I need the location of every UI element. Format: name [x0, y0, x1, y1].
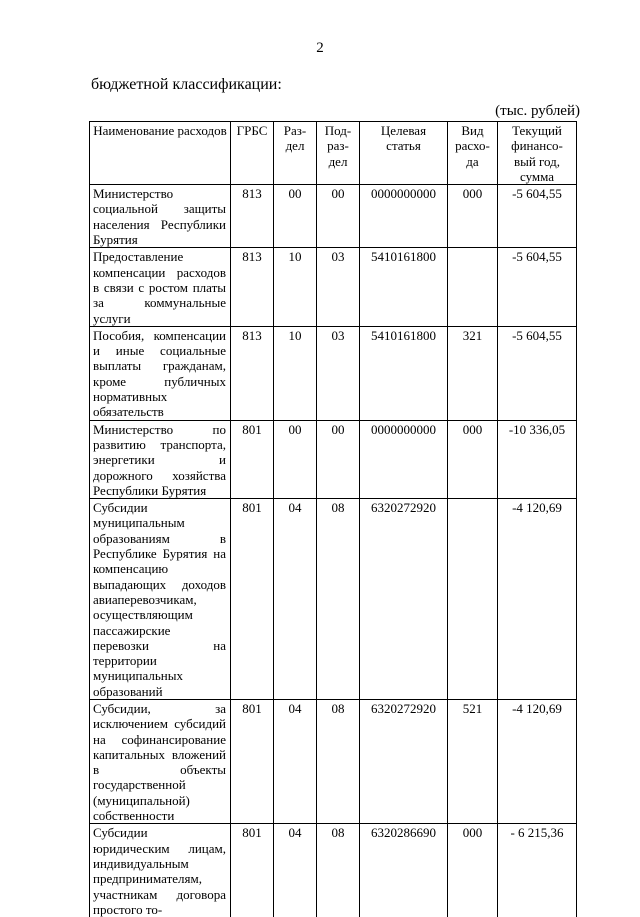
cell-grbs: 813 [231, 185, 274, 248]
cell-subsection: 08 [317, 499, 360, 700]
cell-type: 000 [448, 185, 498, 248]
header-grbs: ГРБС [231, 122, 274, 185]
cell-section: 04 [274, 824, 317, 917]
cell-section: 00 [274, 420, 317, 498]
table-row [90, 248, 577, 326]
cell-amount: - 6 215,36 [498, 824, 577, 917]
cell-name: Министерство по развитию транспорта, энергетики и дорожного хозяйства Республики Бурятия [90, 420, 231, 498]
cell-subsection: 03 [317, 326, 360, 420]
cell-type: 321 [448, 326, 498, 420]
table-row [90, 185, 577, 248]
table-row [90, 499, 577, 700]
cell-name: Министерство социальной защиты населения Республики Бурятия [90, 185, 231, 248]
cell-target: 0000000000 [360, 420, 448, 498]
header-name: Наименование расходов [90, 122, 231, 185]
cell-amount: -5 604,55 [498, 185, 577, 248]
cell-grbs: 801 [231, 824, 274, 917]
cell-name: Пособия, компенсации и иные социальные выплаты гражданам, кроме публичных нормативных обязательств [90, 326, 231, 420]
cell-amount: -4 120,69 [498, 499, 577, 700]
intro-text: бюджетной классификации: [91, 76, 282, 93]
cell-target: 6320272920 [360, 699, 448, 823]
cell-target: 6320272920 [360, 499, 448, 700]
cell-amount: -5 604,55 [498, 248, 577, 326]
cell-type: 000 [448, 824, 498, 917]
cell-type [448, 248, 498, 326]
cell-grbs: 813 [231, 248, 274, 326]
cell-subsection: 08 [317, 824, 360, 917]
header-amount: Текущий финансо-вый год, сумма [498, 122, 577, 185]
header-section: Раз-дел [274, 122, 317, 185]
cell-section: 04 [274, 499, 317, 700]
cell-target: 5410161800 [360, 326, 448, 420]
cell-amount: -4 120,69 [498, 699, 577, 823]
table-header-row [90, 122, 577, 185]
header-subsection: Под-раз-дел [317, 122, 360, 185]
header-target: Целевая статья [360, 122, 448, 185]
cell-name: Предоставление компенсации расходов в связи с ростом платы за коммунальные услуги [90, 248, 231, 326]
table-row [90, 824, 577, 917]
cell-subsection: 08 [317, 699, 360, 823]
cell-target: 6320286690 [360, 824, 448, 917]
cell-name: Субсидии юридическим лицам, индивидуальным предпринимателям, участникам договора простого то- [90, 824, 231, 917]
cell-name: Субсидии, за исключением субсидий на софинансирование капитальных вложений в объекты государственной (муниципальной) собственности [90, 699, 231, 823]
cell-grbs: 801 [231, 499, 274, 700]
cell-subsection: 00 [317, 420, 360, 498]
cell-grbs: 801 [231, 420, 274, 498]
cell-section: 00 [274, 185, 317, 248]
cell-section: 10 [274, 326, 317, 420]
cell-amount: -10 336,05 [498, 420, 577, 498]
cell-grbs: 813 [231, 326, 274, 420]
cell-section: 04 [274, 699, 317, 823]
units-label: (тыс. рублей) [495, 103, 580, 119]
cell-type [448, 499, 498, 700]
cell-type: 521 [448, 699, 498, 823]
cell-target: 5410161800 [360, 248, 448, 326]
table-row [90, 699, 577, 823]
cell-grbs: 801 [231, 699, 274, 823]
cell-name: Субсидии муниципальным образованиям в Республике Бурятия на компенсацию выпадающих доходов авиаперевозчикам, осуществляющим пассажирские перевозки на территории муниципальных образований [90, 499, 231, 700]
cell-section: 10 [274, 248, 317, 326]
page-number: 2 [316, 40, 324, 56]
table-row [90, 326, 577, 420]
budget-table [89, 121, 577, 917]
cell-subsection: 03 [317, 248, 360, 326]
cell-target: 0000000000 [360, 185, 448, 248]
header-type: Вид расхо-да [448, 122, 498, 185]
table-row [90, 420, 577, 498]
cell-type: 000 [448, 420, 498, 498]
cell-subsection: 00 [317, 185, 360, 248]
cell-amount: -5 604,55 [498, 326, 577, 420]
